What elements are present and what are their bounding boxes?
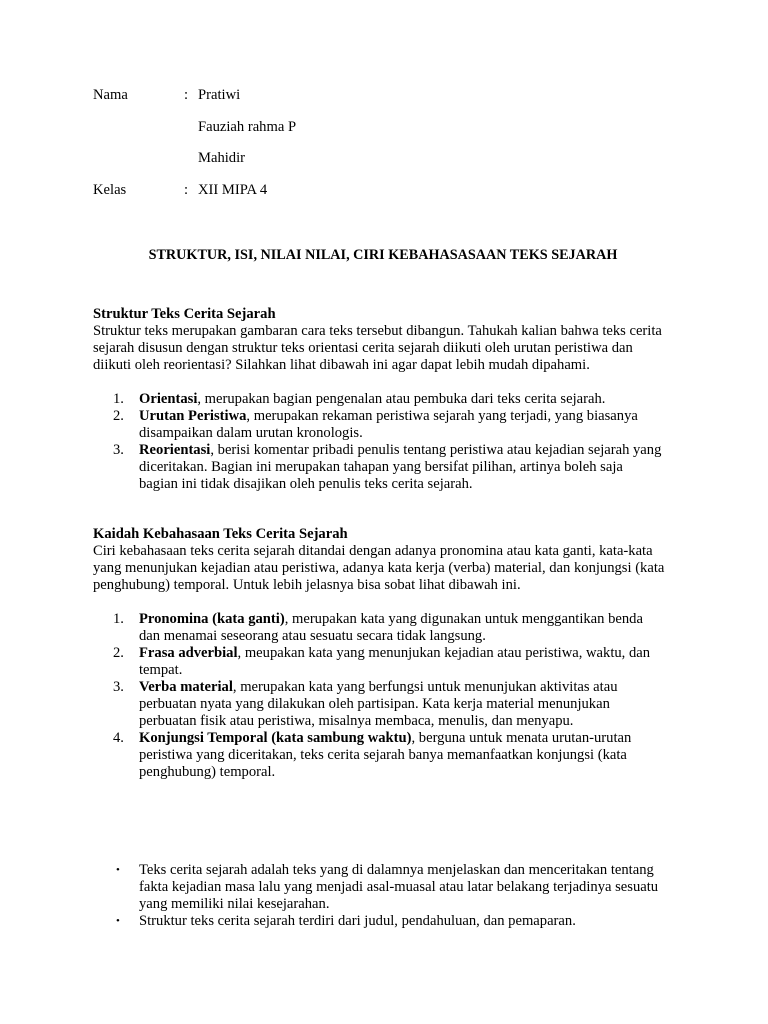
kelas-label: Kelas	[93, 182, 127, 198]
list-number: 4.	[113, 730, 124, 746]
section-kaidah-heading: Kaidah Kebahasaan Teks Cerita Sejarah	[93, 526, 348, 542]
name-2: Fauziah rahma P	[198, 119, 297, 135]
list-term: Orientasi	[139, 391, 198, 407]
list-number: 2.	[113, 645, 124, 661]
bullet-text: Teks cerita sejarah adalah teks yang di dalamnya menjelaskan dan menceritakan tentang fakta kejadian masa lalu yang menjadi asal-muasal atau latar belakang terjadinya sesuatu yang memiliki nilai kesejarahan.	[139, 862, 659, 912]
section-struktur-paragraph: Struktur teks merupakan gambaran cara teks tersebut dibangun. Tahukah kalian bahwa teks cerita sejarah disusun dengan struktur teks orientasi cerita sejarah diikuti oleh urutan peristiwa dan diikuti oleh reorientasi? Silahkan lihat dibawah ini agar dapat lebih mudah dipahami.	[93, 323, 662, 373]
list-item	[93, 408, 665, 442]
nama-colon: :	[184, 87, 189, 103]
nama-label: Nama	[93, 87, 128, 103]
list-term: Urutan Peristiwa	[139, 408, 247, 424]
list-text: , merupakan kata yang berfungsi untuk menunjukan aktivitas atau perbuatan nyata yang dilakukan oleh partisipan. Kata kerja material menunjukan perbuatan fisik atau peristiwa, misalnya membaca, menulis, dan menyapu.	[139, 679, 618, 729]
list-text: , berguna untuk menata urutan-urutan peristiwa yang diceritakan, teks cerita sejarah banya memanfaatkan konjungsi (kata penghubung) temporal.	[139, 730, 632, 780]
list-item	[93, 730, 665, 781]
list-number: 3.	[113, 442, 124, 458]
bullet-list	[93, 862, 665, 930]
name-1: Pratiwi	[198, 87, 241, 103]
list-item	[93, 611, 665, 645]
list-text: , merupakan bagian pengenalan atau pembuka dari teks cerita sejarah.	[197, 391, 606, 407]
kelas-value: XII MIPA 4	[198, 182, 268, 198]
list-number: 1.	[113, 391, 124, 407]
list-number: 3.	[113, 679, 124, 695]
bullet-marker: •	[116, 915, 120, 927]
list-number: 1.	[113, 611, 124, 627]
kaidah-list	[93, 611, 665, 781]
section-kaidah	[93, 526, 665, 781]
list-term: Konjungsi Temporal (kata sambung waktu)	[139, 730, 412, 746]
bullet-item	[93, 862, 665, 913]
bullet-marker: •	[116, 864, 120, 876]
document-title: STRUKTUR, ISI, NILAI NILAI, CIRI KEBAHASASAAN TEKS SEJARAH	[148, 247, 618, 263]
list-text: , merupakan rekaman peristiwa sejarah yang terjadi, yang biasanya disampaikan dalam urutan kronologis.	[139, 408, 638, 441]
bullet-item	[93, 913, 665, 930]
summary-bullets	[93, 862, 665, 930]
section-struktur	[93, 306, 665, 493]
list-term: Pronomina (kata ganti)	[139, 611, 285, 627]
section-struktur-heading: Struktur Teks Cerita Sejarah	[93, 306, 276, 322]
list-text: , berisi komentar pribadi penulis tentang peristiwa atau kejadian sejarah yang diceritakan. Bagian ini merupakan tahapan yang bersifat pilihan, artinya boleh saja bagian ini tidak disajikan oleh penulis teks cerita sejarah.	[139, 442, 662, 492]
kelas-colon: :	[184, 182, 189, 198]
list-text: , meupakan kata yang menunjukan kejadian atau peristiwa, waktu, dan tempat.	[139, 645, 651, 678]
name-3: Mahidir	[198, 150, 246, 166]
list-text: , merupakan kata yang digunakan untuk menggantikan benda dan menamai seseorang atau sesuatu secara tidak langsung.	[139, 611, 643, 644]
bullet-text: Struktur teks cerita sejarah terdiri dari judul, pendahuluan, dan pemaparan.	[139, 913, 576, 929]
list-item	[93, 442, 665, 493]
list-term: Reorientasi	[139, 442, 211, 458]
list-item	[93, 645, 665, 679]
list-term: Frasa adverbial	[139, 645, 238, 661]
list-number: 2.	[113, 408, 124, 424]
struktur-list	[93, 391, 665, 493]
list-item	[93, 679, 665, 730]
section-kaidah-paragraph: Ciri kebahasaan teks cerita sejarah ditandai dengan adanya pronomina atau kata ganti, kata-kata yang menunjukan kejadian atau peristiwa, adanya kata kerja (verba) material, dan konjungsi (kata penghubung) temporal. Untuk lebih jelasnya bisa sobat lihat dibawah ini.	[93, 543, 665, 593]
list-term: Verba material	[139, 679, 233, 695]
list-item	[93, 391, 665, 408]
